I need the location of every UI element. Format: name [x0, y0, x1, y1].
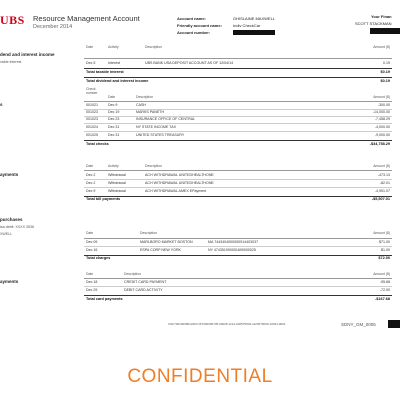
col-description: Description: [140, 231, 157, 235]
col-activity: Activity: [108, 45, 119, 49]
statement-period: December 2014: [33, 24, 73, 30]
total-checks-label: Total checks: [86, 142, 109, 146]
col-description: Description: [124, 272, 141, 276]
divider: [84, 58, 392, 59]
table-cell: -7,458.29: [374, 117, 390, 121]
divider: [84, 196, 392, 197]
divider: [84, 187, 392, 188]
table-cell: ESPA CORP NEW YORK: [140, 248, 181, 252]
table-cell: -300.00: [377, 103, 390, 107]
divider: [84, 68, 392, 69]
divider: [84, 123, 392, 124]
table-cell: Dec 29: [86, 288, 98, 292]
total-taxable-label: Total taxable interest: [86, 70, 124, 74]
divider: [84, 255, 392, 256]
table-cell: NY STATE INCOME TAX: [136, 125, 177, 129]
divider: [84, 286, 392, 287]
table-cell: 001023: [86, 110, 98, 114]
col-check-number: Check number: [86, 87, 98, 95]
total-charges-value: $72.00: [378, 256, 390, 260]
table-cell: 001025: [86, 133, 98, 137]
table-cell: CREDIT CARD PAYMENT: [124, 280, 167, 284]
table-cell: -473.13: [377, 173, 390, 177]
col-date: Date: [86, 231, 94, 235]
table-cell: $1.00: [381, 248, 390, 252]
table-cell: ACH WITHDRAWAL UNITEDHEALTHONE: [145, 173, 214, 177]
redaction-box: [233, 30, 275, 35]
table-cell: -9,000.00: [374, 133, 390, 137]
table-cell: -4,951.07: [374, 189, 390, 193]
col-date: Date: [108, 95, 116, 99]
table-cell: UBS BANK USA DEPOSIT ACCOUNT AS OF 12/04/14: [145, 61, 234, 65]
bills-section-title: ayments: [0, 172, 19, 177]
col-description: Description: [145, 164, 162, 168]
divider: [84, 246, 392, 247]
divider: [84, 109, 392, 110]
divider: [84, 170, 392, 171]
interest-section-title: dend and interest income: [0, 52, 55, 57]
divider: [84, 131, 392, 132]
col-amount: Amount ($): [373, 272, 390, 276]
total-bills-label: Total bill payments: [86, 197, 121, 201]
account-name-label: Account name:: [177, 16, 206, 21]
confidential-stamp: CONFIDENTIAL: [127, 366, 273, 387]
document-code: CNF7001000801249I NF7000005735-00008 1214-020575004-1123576050-10034-0001: [168, 322, 286, 326]
table-cell: MA 7443404000000914403037: [208, 240, 259, 244]
advisor-name: SCOTT STACKMAN: [355, 21, 392, 26]
total-card-payments-value: -$167.68: [375, 297, 390, 301]
total-dividend-value: $0.19: [380, 79, 390, 83]
total-card-payments-label: Total card payments: [86, 297, 123, 301]
table-cell: Dec 5: [86, 61, 96, 65]
table-cell: Dec 18: [86, 280, 98, 284]
col-date: Date: [86, 164, 94, 168]
table-cell: Dec 2: [86, 173, 96, 177]
divider: [84, 101, 392, 102]
table-cell: Withdrawal: [108, 189, 126, 193]
divider: [84, 77, 392, 78]
table-cell: Dec 9: [108, 103, 118, 107]
divider: [84, 278, 392, 279]
total-checks-value: -$34,758.29: [369, 142, 390, 146]
card-holder: XWELL: [0, 232, 13, 236]
table-cell: Dec 09: [86, 240, 98, 244]
table-cell: Dec 31: [108, 133, 120, 137]
table-cell: 001021: [86, 103, 98, 107]
table-cell: -82.01: [379, 181, 390, 185]
col-amount: Amount ($): [373, 45, 390, 49]
col-date: Date: [86, 272, 94, 276]
card-number-line: isa debit: XXXX 3536: [0, 225, 34, 229]
table-cell: MARLBORO MARKET BOSTON: [140, 240, 193, 244]
col-description: Description: [145, 45, 162, 49]
table-cell: 0.19: [383, 61, 390, 65]
total-dividend-label: Total dividend and interest income: [86, 79, 149, 83]
purchases-section-title: purchases: [0, 217, 23, 222]
total-charges-label: Total charges: [86, 256, 111, 260]
bates-number: SDNY_GM_0005: [341, 322, 376, 327]
col-activity: Activity: [108, 164, 119, 168]
table-cell: Withdrawal: [108, 173, 126, 177]
table-cell: 001024: [86, 125, 98, 129]
table-cell: $71.00: [379, 240, 390, 244]
divider: [84, 238, 392, 239]
total-bills-value: -$5,507.01: [371, 197, 390, 201]
table-cell: Dec 19: [108, 110, 120, 114]
table-cell: -14,000.00: [372, 110, 390, 114]
table-cell: ACH WITHDRAWAL UNITEDHEALTHONE: [145, 181, 214, 185]
statement-title: Resource Management Account: [33, 14, 140, 23]
divider: [84, 179, 392, 180]
friendly-name-label: Friendly account name:: [177, 23, 222, 28]
table-cell: ACH WITHDRAWAL AMEX EPayment: [145, 189, 207, 193]
table-cell: Withdrawal: [108, 181, 126, 185]
table-cell: UNITED STATES TREASURY: [136, 133, 185, 137]
table-cell: DEBIT CARD ACTIVITY: [124, 288, 163, 292]
table-cell: Dec 31: [108, 125, 120, 129]
table-cell: Dec 23: [108, 117, 120, 121]
table-cell: NY 474351900001690000025: [208, 248, 256, 252]
account-name-value: GHISLAINE MAXWELL: [233, 16, 276, 21]
col-description: Description: [136, 95, 153, 99]
table-cell: Dec 2: [86, 181, 96, 185]
table-cell: -4,000.00: [374, 125, 390, 129]
redaction-box: [388, 320, 400, 328]
redaction-box: [370, 28, 400, 34]
table-cell: CASH: [136, 103, 146, 107]
ubs-logo: UBS: [0, 13, 25, 27]
table-cell: Interest: [108, 61, 120, 65]
table-cell: MARKS PANETH: [136, 110, 165, 114]
account-number-label: Account number:: [177, 30, 211, 35]
divider: [84, 140, 392, 141]
col-amount: Amount ($): [373, 95, 390, 99]
table-cell: 001023: [86, 117, 98, 121]
table-cell: INSURANCE OFFICE OF CENTRAL: [136, 117, 196, 121]
col-date: Date: [86, 45, 94, 49]
friendly-name-value: Indiv CheckCar: [233, 23, 261, 28]
advisor-heading: Your Finan: [371, 14, 392, 19]
cards-section-title: ayments: [0, 279, 19, 284]
col-amount: Amount ($): [373, 164, 390, 168]
interest-subtitle: xable interest: [0, 60, 22, 64]
divider: [84, 295, 392, 296]
divider: [84, 116, 392, 117]
table-cell: -72.00: [379, 288, 390, 292]
table-cell: Dec 16: [86, 248, 98, 252]
table-cell: -95.68: [379, 280, 390, 284]
col-amount: Amount ($): [373, 231, 390, 235]
total-taxable-value: $0.19: [380, 70, 390, 74]
checks-section-title: s: [0, 102, 3, 107]
table-cell: Dec 9: [86, 189, 96, 193]
